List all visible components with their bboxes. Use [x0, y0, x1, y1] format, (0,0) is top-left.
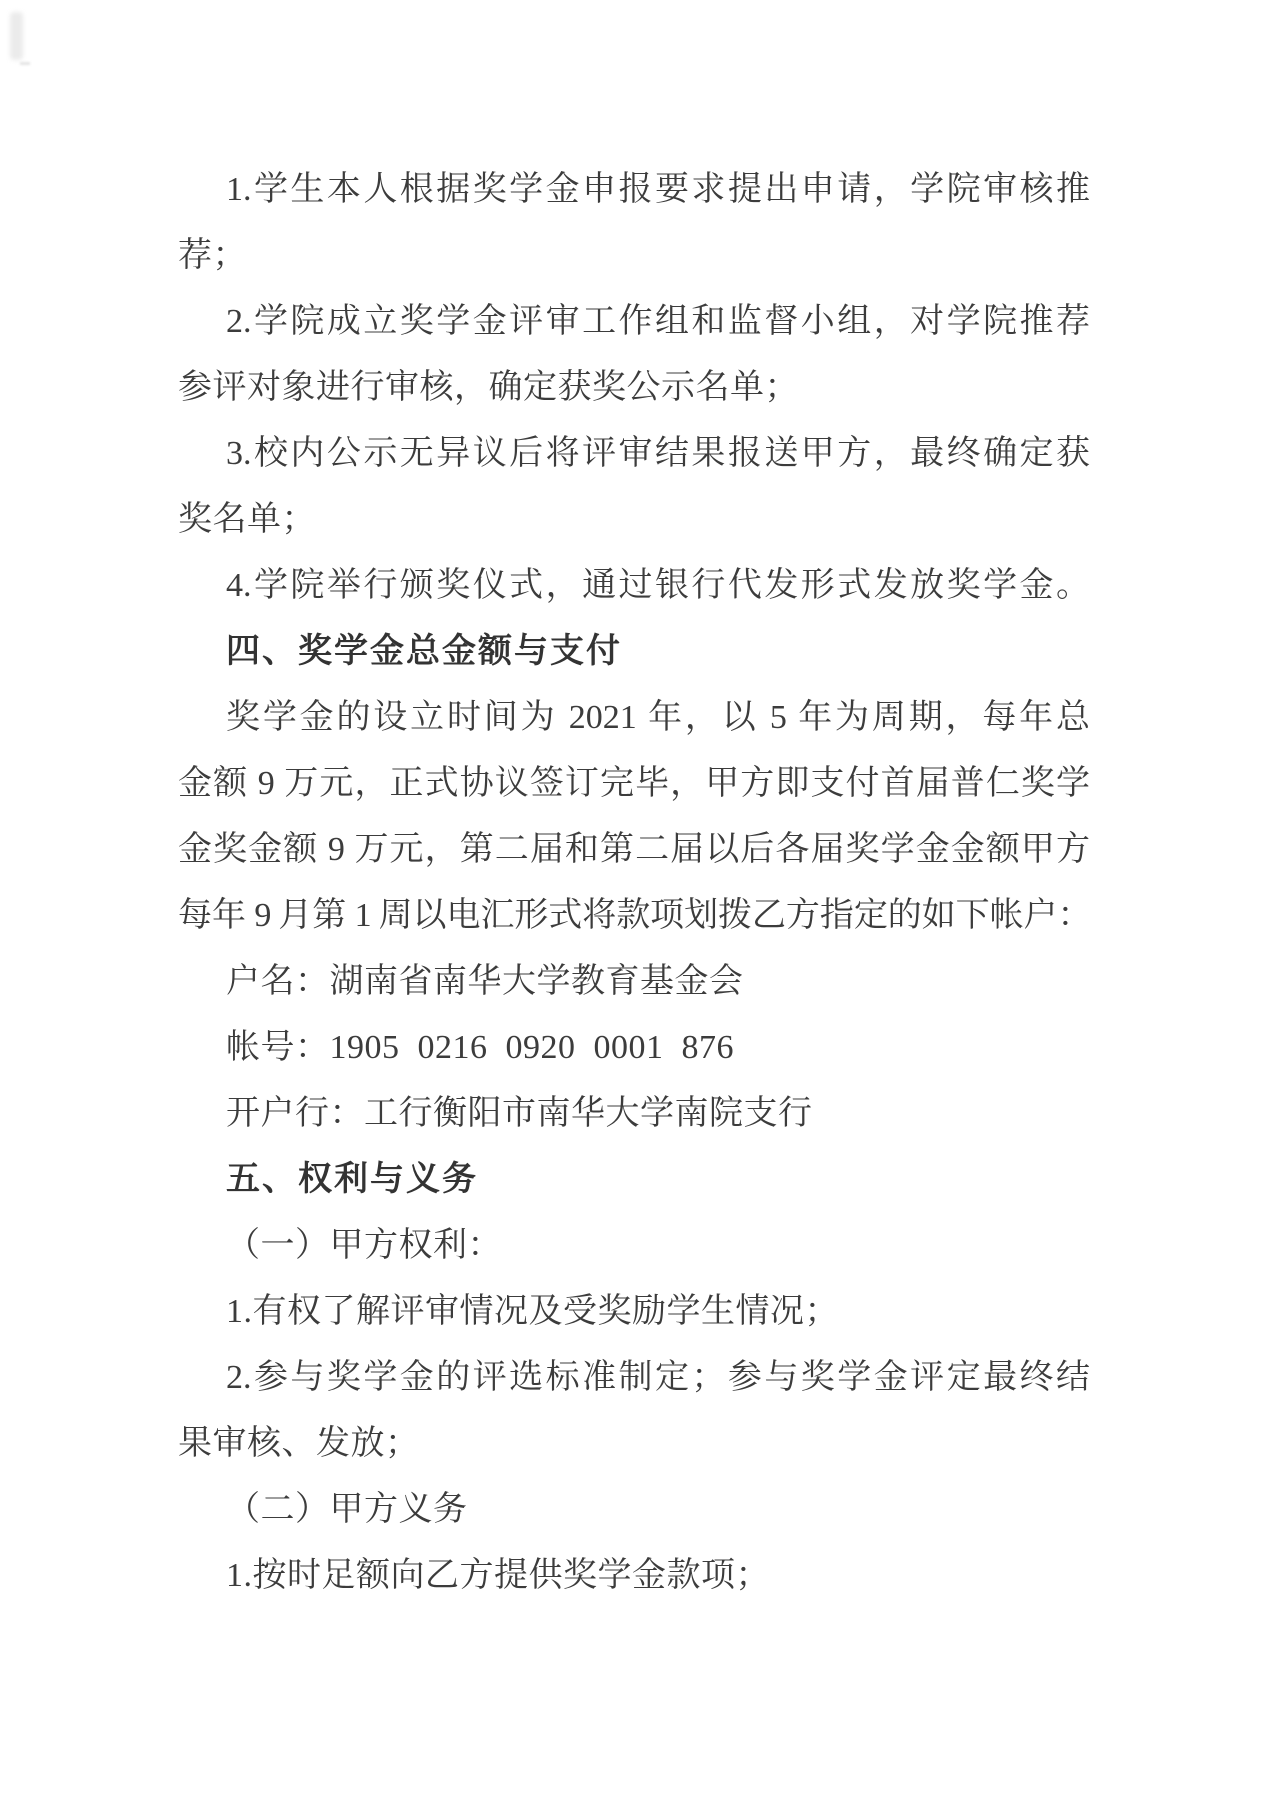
list-item-3-line-1: 3.校内公示无异议后将评审结果报送甲方，最终确定获 [226, 435, 1090, 472]
list-item-2-line-2: 参评对象进行审核，确定获奖公示名单； [178, 369, 799, 406]
bank-branch-line: 开户行：工行衡阳市南华大学南院支行 [226, 1095, 813, 1132]
subsection-party-a-obligations: （二）甲方义务 [226, 1491, 468, 1528]
list-item-3-line-2: 奖名单； [178, 501, 316, 538]
obligations-item-1: 1.按时足额向乙方提供奖学金款项； [226, 1557, 770, 1594]
list-item-1-line-2: 荐； [178, 237, 247, 274]
section-heading-4: 四、奖学金总金额与支付 [226, 633, 622, 670]
scan-smudge-artifact [10, 12, 23, 60]
scan-speck-artifact [20, 62, 30, 65]
payment-paragraph-line-1: 奖学金的设立时间为 2021 年，以 5 年为周期，每年总 [226, 699, 1090, 736]
list-item-4: 4.学院举行颁奖仪式，通过银行代发形式发放奖学金。 [226, 567, 1090, 604]
account-number-line: 帐号：1905 0216 0920 0001 876 [226, 1029, 734, 1066]
list-item-2-line-1: 2.学院成立奖学金评审工作组和监督小组，对学院推荐 [226, 303, 1090, 340]
payment-paragraph-line-4: 每年 9 月第 1 周以电汇形式将款项划拨乙方指定的如下帐户： [178, 897, 1090, 934]
list-item-1-line-1: 1.学生本人根据奖学金申报要求提出申请，学院审核推 [226, 171, 1090, 208]
payment-paragraph-line-3: 金奖金额 9 万元，第二届和第二届以后各届奖学金金额甲方 [178, 831, 1090, 868]
section-heading-5: 五、权利与义务 [226, 1161, 478, 1198]
rights-item-2-line-2: 果审核、发放； [178, 1425, 420, 1462]
payment-paragraph-line-2: 金额 9 万元，正式协议签订完毕，甲方即支付首届普仁奖学 [178, 765, 1090, 802]
document-body [178, 157, 1090, 1609]
account-name-line: 户名：湖南省南华大学教育基金会 [226, 963, 744, 1000]
subsection-party-a-rights: （一）甲方权利： [226, 1227, 502, 1264]
rights-item-1: 1.有权了解评审情况及受奖励学生情况； [226, 1293, 839, 1330]
rights-item-2-line-1: 2.参与奖学金的评选标准制定；参与奖学金评定最终结 [226, 1359, 1090, 1396]
